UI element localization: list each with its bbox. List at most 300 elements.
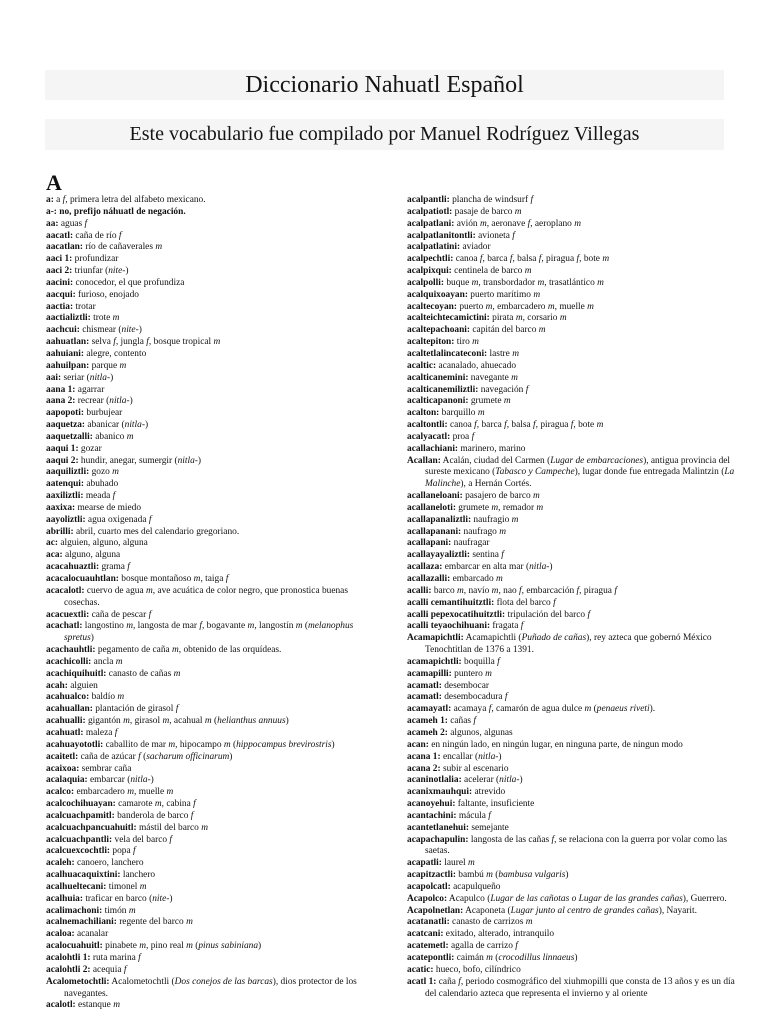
entry-definition: sentina f	[470, 550, 504, 561]
entry-headword: acalli pepexocatihuitztli:	[407, 609, 506, 620]
entry-headword: acalyacatl:	[407, 431, 451, 442]
entry-headword: acalticapanoni:	[407, 396, 469, 407]
dictionary-entry	[407, 242, 737, 254]
entry-definition: Acaponeta (Lugar junto al centro de grandes cañas), Nayarit.	[463, 905, 697, 916]
dictionary-entry	[407, 420, 737, 432]
dictionary-entry	[46, 444, 376, 456]
dictionary-entry	[46, 195, 376, 207]
entry-headword: acapatli:	[407, 858, 442, 869]
dictionary-entry	[46, 420, 376, 432]
entry-definition: proa f	[450, 431, 475, 442]
entry-definition: canoa f, barca f, balsa f, piragua f, bote m	[447, 420, 604, 431]
entry-headword: aachcui:	[46, 325, 80, 336]
entry-headword: acantetlanehui:	[407, 822, 469, 833]
entry-headword: Acalometochtli:	[46, 976, 110, 987]
entry-headword: acalticanemiliztli:	[407, 384, 479, 395]
dictionary-entry	[46, 538, 376, 550]
entry-headword: acalcuachpantli:	[46, 834, 113, 845]
entry-definition: acanalado, ahuecado	[436, 360, 517, 371]
dictionary-entry	[46, 965, 376, 977]
entry-definition: atrevido	[472, 787, 506, 798]
entry-headword: acaixoa:	[46, 763, 80, 774]
dictionary-entry	[46, 740, 376, 752]
entry-headword: Acapolco:	[407, 893, 448, 904]
dictionary-entry	[407, 254, 737, 266]
entry-definition: alguno, alguna	[62, 550, 121, 561]
dictionary-entry	[407, 444, 737, 456]
entry-definition: agua oxigenada f	[85, 514, 152, 525]
entry-headword: acalpolli:	[407, 277, 444, 288]
entry-definition: meada f	[83, 491, 116, 502]
entry-definition: navegación f	[478, 384, 529, 395]
dictionary-entry	[407, 610, 737, 622]
entry-headword: acamapichtli:	[407, 656, 462, 667]
dictionary-entry	[46, 764, 376, 776]
dictionary-entry	[46, 835, 376, 847]
entry-definition: grumete m, remador m	[455, 502, 544, 513]
entry-headword: acalhueltecani:	[46, 881, 107, 892]
dictionary-entry	[46, 1000, 376, 1012]
entry-definition: caña f, periodo cosmográfico del xiuhmopilli que consta de 13 años y es un día del calendario azteca que representa el invierno y al oriente	[425, 976, 735, 999]
entry-definition: embarcar (nitla-)	[87, 775, 154, 786]
entry-definition: aviador	[460, 242, 491, 253]
dictionary-entry	[407, 929, 737, 941]
entry-definition: camarote m, cabina f	[115, 799, 196, 810]
entry-headword: acallaneloani:	[407, 491, 463, 502]
entry-headword: acameh 1:	[407, 716, 448, 727]
dictionary-entry	[407, 337, 737, 349]
entry-headword: aaci 2:	[46, 266, 73, 277]
dictionary-entry	[407, 290, 737, 302]
entry-headword: acahualco:	[46, 692, 90, 703]
entry-definition: banderola de barco f	[114, 810, 194, 821]
entry-headword: aaqui 1:	[46, 443, 79, 454]
section-letter: A	[46, 170, 62, 195]
entry-definition: naufrago m	[461, 526, 506, 537]
entry-definition: cuervo de agua m, ave acuática de color negro, que pronostica buenas cosechas.	[64, 585, 348, 608]
entry-definition: bambú m (bambusa vulgaris)	[455, 870, 569, 881]
entry-headword: acalli teyaochihuani:	[407, 621, 491, 632]
entry-definition: traficar en barco (nite-)	[82, 893, 173, 904]
entry-definition: puerto m, embarcadero m, muelle m	[456, 301, 594, 312]
entry-definition: hundir, anegar, sumergir (nitla-)	[78, 455, 202, 466]
entry-definition: abanicar (nitla-)	[85, 420, 149, 431]
entry-headword: acahuayototli:	[46, 739, 104, 750]
entry-headword: aaquetzalli:	[46, 431, 93, 442]
entry-definition: plancha de windsurf f	[449, 195, 534, 205]
entry-definition: fragata f	[490, 621, 524, 632]
dictionary-entry	[46, 929, 376, 941]
dictionary-entry	[46, 610, 376, 622]
entry-definition: grama f	[99, 562, 130, 573]
dictionary-entry	[407, 870, 737, 882]
dictionary-entry	[46, 775, 376, 787]
dictionary-entry	[46, 692, 376, 704]
entry-headword: aaxiliztli:	[46, 491, 84, 502]
dictionary-entry	[407, 965, 737, 977]
entry-headword: acalhuacaquixtini:	[46, 870, 121, 881]
entry-headword: acameh 2:	[407, 727, 448, 738]
entry-headword: a-: no, prefijo náhuatl de negación.	[46, 206, 186, 217]
entry-headword: Acamapichtli:	[407, 633, 464, 644]
dictionary-entry	[407, 562, 737, 574]
entry-headword: acalpatlani:	[407, 218, 455, 229]
dictionary-entry	[46, 574, 376, 586]
dictionary-entry	[407, 835, 737, 859]
entry-definition: acanalar	[74, 929, 109, 940]
dictionary-entry	[46, 313, 376, 325]
entry-headword: acahualli:	[46, 716, 86, 727]
entry-headword: acalohtli 1:	[46, 953, 91, 963]
dictionary-entry	[407, 692, 737, 704]
entry-definition: canoero, lanchero	[74, 858, 144, 869]
entry-definition: conocedor, el que profundiza	[73, 277, 185, 288]
entry-headword: acapolcatl:	[407, 881, 451, 892]
dictionary-entry	[46, 231, 376, 243]
entry-definition: lastre m	[487, 348, 519, 359]
entry-definition: desembocar	[441, 680, 490, 691]
entry-definition: tripulación del barco f	[505, 609, 591, 620]
entry-definition: acequia f	[90, 964, 127, 975]
entry-definition: tiro m	[454, 337, 479, 348]
entry-definition: desembocadura f	[441, 692, 508, 703]
dictionary-entry	[46, 562, 376, 574]
entry-definition: embarcado m	[450, 574, 503, 584]
entry-headword: ac:	[46, 538, 58, 549]
dictionary-entry	[46, 337, 376, 349]
entry-definition: buque m, transbordador m, trasatlántico m	[443, 277, 604, 288]
dictionary-entry	[46, 811, 376, 823]
entry-definition: chismear (nite-)	[79, 325, 142, 336]
dictionary-entry	[407, 681, 737, 693]
entry-definition: caimán m (crocodillus linnaeus)	[454, 953, 578, 963]
entry-definition: alegre, contento	[84, 348, 147, 359]
dictionary-entry	[46, 302, 376, 314]
entry-headword: acaltetlalincateconi:	[407, 348, 488, 359]
entry-headword: acallazalli:	[407, 574, 451, 584]
dictionary-entry	[407, 633, 737, 657]
entry-headword: acatic:	[407, 964, 434, 975]
entry-definition: lanchero	[120, 870, 156, 881]
entry-headword: aapopoti:	[46, 408, 85, 419]
dictionary-entry	[46, 432, 376, 444]
entry-headword: aa:	[46, 218, 59, 229]
entry-definition: caña de pescar f	[89, 609, 152, 620]
entry-definition: gigantón m, girasol m, acahual m (helianthus annuus)	[85, 716, 289, 727]
entry-definition: pinabete m, pino real m (pinus sabiniana)	[102, 941, 262, 952]
dictionary-entry	[46, 657, 376, 669]
dictionary-entry	[46, 550, 376, 562]
dictionary-entry	[407, 325, 737, 337]
dictionary-entry	[46, 882, 376, 894]
entry-headword: aaqui 2:	[46, 455, 79, 466]
entry-headword: acalohtli 2:	[46, 964, 91, 975]
entry-definition: boquilla f	[461, 656, 500, 667]
entry-definition: acamaya f, camarón de agua dulce m (penaeus riveti).	[451, 704, 656, 715]
dictionary-entry	[46, 266, 376, 278]
entry-definition: barquillo m	[439, 408, 485, 419]
dictionary-entry	[46, 787, 376, 799]
entry-headword: aacini:	[46, 277, 74, 288]
dictionary-entry	[407, 396, 737, 408]
entry-headword: acalotl:	[46, 1000, 76, 1011]
entry-definition: burbujear	[84, 408, 123, 419]
dictionary-entry	[407, 598, 737, 610]
dictionary-entry	[46, 527, 376, 539]
dictionary-entry	[407, 977, 737, 1001]
dictionary-entry	[407, 728, 737, 740]
entry-headword: acachiquihuitl:	[46, 668, 107, 679]
entry-headword: acallayayaliztli:	[407, 550, 471, 561]
entry-definition: pegamento de caña m, obtenido de las orquídeas.	[95, 645, 282, 656]
entry-definition: baldío m	[89, 692, 125, 703]
dictionary-entry	[407, 538, 737, 550]
entry-headword: acacuextli:	[46, 609, 90, 620]
dictionary-entry	[46, 325, 376, 337]
entry-headword: aaci 1:	[46, 254, 73, 265]
entry-definition: capitán del barco m	[470, 325, 546, 336]
entry-definition: plantación de girasol f	[92, 704, 179, 715]
entry-definition: canasto de cañas m	[106, 668, 181, 679]
entry-headword: acanixmauhqui:	[407, 787, 473, 798]
entry-headword: acalnemachiliani:	[46, 917, 117, 928]
entry-definition: navegante m	[468, 372, 518, 383]
entry-headword: acallaneloti:	[407, 502, 456, 513]
entry-definition: mástil del barco m	[136, 822, 208, 833]
dictionary-entry	[46, 870, 376, 882]
entry-definition: naufragar	[451, 538, 490, 549]
entry-definition: pasajero de barco m	[462, 491, 540, 502]
entry-definition: langosta de las cañas f, se relaciona con la guerra por volar como las saetas.	[425, 834, 727, 857]
dictionary-entry	[407, 408, 737, 420]
dictionary-entry	[407, 195, 737, 207]
entry-definition: encallar (nitla-)	[440, 751, 502, 762]
entry-headword: aahuatlan:	[46, 337, 90, 348]
entry-headword: acatepontli:	[407, 953, 455, 963]
dictionary-entry	[46, 373, 376, 385]
entry-definition: parque m	[89, 360, 127, 371]
entry-headword: Acallan:	[407, 455, 441, 466]
entry-definition: avión m, aeronave f, aeroplano m	[454, 218, 581, 229]
entry-definition: flota del barco f	[494, 597, 556, 608]
entry-definition: popa f	[110, 846, 136, 857]
dictionary-entry	[407, 941, 737, 953]
dictionary-entry	[46, 823, 376, 835]
entry-headword: acamapilli:	[407, 668, 452, 679]
entry-headword: aai:	[46, 372, 62, 383]
entry-headword: acaltecoyan:	[407, 301, 457, 312]
entry-headword: aatenqui:	[46, 479, 85, 490]
dictionary-entry	[46, 408, 376, 420]
dictionary-entry	[46, 716, 376, 728]
entry-headword: acaninotlalia:	[407, 775, 462, 786]
entry-definition: a f, primera letra del alfabeto mexicano.	[53, 195, 206, 205]
entry-headword: acalpantli:	[407, 195, 450, 205]
entry-headword: acana 1:	[407, 751, 441, 762]
page-title: Diccionario Nahuatl Español	[45, 70, 724, 100]
dictionary-entry	[46, 385, 376, 397]
entry-definition: laurel m	[441, 858, 475, 869]
entry-headword: aactializtli:	[46, 313, 91, 324]
entry-headword: acalcuachpancuahuitl:	[46, 822, 137, 833]
entry-headword: acaltic:	[407, 360, 437, 371]
dictionary-entry	[407, 207, 737, 219]
left-column	[46, 195, 376, 1012]
dictionary-entry	[46, 681, 376, 693]
entry-definition: acapulqueño	[450, 881, 501, 892]
entry-definition: recrear (nitla-)	[75, 396, 133, 407]
entry-headword: acalton:	[407, 408, 440, 419]
entry-definition: grumete m	[468, 396, 511, 407]
dictionary-entry	[46, 361, 376, 373]
dictionary-entry	[46, 586, 376, 610]
dictionary-entry	[46, 503, 376, 515]
dictionary-entry	[46, 846, 376, 858]
dictionary-entry	[46, 977, 376, 1001]
dictionary-entry	[407, 527, 737, 539]
entry-definition: sembrar caña	[79, 763, 132, 774]
entry-headword: acan:	[407, 739, 429, 750]
dictionary-entry	[46, 456, 376, 468]
dictionary-entry	[407, 906, 737, 918]
dictionary-entry	[407, 917, 737, 929]
dictionary-entry	[407, 787, 737, 799]
dictionary-entry	[46, 396, 376, 408]
dictionary-entry	[46, 669, 376, 681]
entry-headword: acah:	[46, 680, 68, 691]
entry-definition: ruta marina f	[90, 953, 141, 963]
entry-headword: acaitetl:	[46, 751, 79, 762]
right-column	[407, 195, 737, 1000]
entry-definition: vela del barco f	[112, 834, 173, 845]
dictionary-entry	[46, 479, 376, 491]
entry-definition: maleza f	[83, 727, 118, 738]
entry-headword: acanoyehui:	[407, 799, 456, 810]
entry-definition: langostino m, langosta de mar f, bogavante m, langostín m (melanophus spretus)	[64, 621, 354, 644]
entry-headword: acatanatli:	[407, 917, 450, 928]
dictionary-entry	[407, 811, 737, 823]
dictionary-entry	[407, 515, 737, 527]
entry-definition: embarcar en alta mar (nitla-)	[442, 562, 553, 573]
entry-definition: Acamapichtli (Puñado de cañas), rey azteca que gobernó México Tenochtitlan de 1376 a 1391.	[425, 633, 712, 656]
entry-definition: regente del barco m	[116, 917, 193, 928]
dictionary-entry	[46, 894, 376, 906]
entry-headword: acalpatlatini:	[407, 242, 461, 253]
entry-headword: acaltepachoani:	[407, 325, 471, 336]
entry-headword: acachauhtli:	[46, 645, 96, 656]
entry-definition: bosque montañoso m, taiga f	[118, 574, 229, 584]
entry-headword: acalpatlanitontli:	[407, 230, 476, 241]
entry-headword: acatl 1:	[407, 976, 437, 987]
entry-definition: embarcadero m, muelle m	[74, 787, 174, 798]
dictionary-entry	[46, 704, 376, 716]
dictionary-entry	[46, 906, 376, 918]
dictionary-entry	[46, 621, 376, 645]
entry-headword: a:	[46, 195, 54, 205]
entry-headword: Acapolnetlan:	[407, 905, 464, 916]
entry-headword: acallapanaliztli:	[407, 514, 472, 525]
entry-headword: acalhuia:	[46, 893, 83, 904]
entry-definition: exitado, alterado, intranquilo	[443, 929, 555, 940]
entry-definition: marinero, marino	[458, 443, 526, 454]
entry-headword: acacalocuauhtlan:	[46, 574, 119, 584]
entry-headword: acaltepiton:	[407, 337, 455, 348]
entry-headword: acahuatl:	[46, 727, 84, 738]
entry-headword: acamayatl:	[407, 704, 452, 715]
entry-definition: caña de río f	[73, 230, 122, 241]
entry-definition: canasto de carrizos m	[449, 917, 533, 928]
entry-headword: acalcuachpamitl:	[46, 810, 115, 821]
entry-definition: río de cañaverales m	[82, 242, 163, 253]
entry-headword: aacatlan:	[46, 242, 83, 253]
entry-definition: timón m	[102, 905, 136, 916]
entry-headword: aana 1:	[46, 384, 76, 395]
entry-headword: aahuiani:	[46, 348, 85, 359]
dictionary-entry	[46, 515, 376, 527]
dictionary-entry	[407, 456, 737, 492]
dictionary-entry	[407, 669, 737, 681]
entry-headword: aayoliztli:	[46, 514, 86, 525]
entry-definition: hueco, bofo, cilíndrico	[433, 964, 521, 975]
entry-definition: Acapulco (Lugar de las cañotas o Lugar de las grandes cañas), Guerrero.	[447, 893, 727, 904]
entry-headword: acatcani:	[407, 929, 444, 940]
entry-definition: pasaje de barco m	[452, 206, 522, 217]
entry-definition: gozar	[78, 443, 102, 454]
entry-definition: seriar (nitla-)	[61, 372, 114, 383]
dictionary-entry	[407, 503, 737, 515]
entry-definition: puerto marítimo m	[467, 289, 541, 300]
dictionary-entry	[46, 349, 376, 361]
dictionary-entry	[46, 467, 376, 479]
entry-headword: acahuallan:	[46, 704, 93, 715]
dictionary-entry	[46, 728, 376, 740]
entry-definition: en ningún lado, en ningún lugar, en ninguna parte, de ningun modo	[428, 739, 683, 750]
entry-definition: Acalán, ciudad del Carmen (Lugar de embarcaciones), antigua provincia del sureste mexicano (Tabasco y Campeche), lugar donde fue entregada Malintzin (La Malinche), a Hernán Cortés.	[425, 455, 735, 490]
entry-headword: acantachini:	[407, 810, 457, 821]
entry-definition: alguien	[67, 680, 98, 691]
entry-definition: puntero m	[451, 668, 492, 679]
dictionary-entry	[46, 953, 376, 965]
dictionary-entry	[407, 373, 737, 385]
dictionary-entry	[46, 254, 376, 266]
entry-definition: aguas f	[58, 218, 88, 229]
dictionary-entry	[407, 266, 737, 278]
dictionary-entry	[407, 349, 737, 361]
entry-headword: acacahuaztli:	[46, 562, 100, 573]
dictionary-entry	[46, 799, 376, 811]
dictionary-entry	[407, 432, 737, 444]
entry-headword: acaloa:	[46, 929, 75, 940]
entry-headword: acalocuahuitl:	[46, 941, 103, 952]
dictionary-entry	[407, 574, 737, 586]
dictionary-entry	[407, 740, 737, 752]
dictionary-entry	[407, 302, 737, 314]
entry-definition: estanque m	[75, 1000, 120, 1011]
entry-headword: acamatl:	[407, 692, 442, 703]
dictionary-entry	[46, 219, 376, 231]
entry-headword: acallapanani:	[407, 526, 462, 537]
dictionary-entry	[46, 752, 376, 764]
entry-headword: aana 2:	[46, 396, 76, 407]
entry-definition: avioneta f	[475, 230, 515, 241]
entry-headword: acalpatiotl:	[407, 206, 453, 217]
entry-definition: agarrar	[75, 384, 105, 395]
entry-definition: faltante, insuficiente	[455, 799, 535, 810]
entry-definition: mearse de miedo	[75, 502, 142, 513]
entry-definition: caballito de mar m, hipocampo m (hippocampus brevirostris)	[103, 739, 335, 750]
entry-headword: acalcochihuayan:	[46, 799, 116, 810]
entry-definition: centinela de barco m	[451, 266, 532, 277]
